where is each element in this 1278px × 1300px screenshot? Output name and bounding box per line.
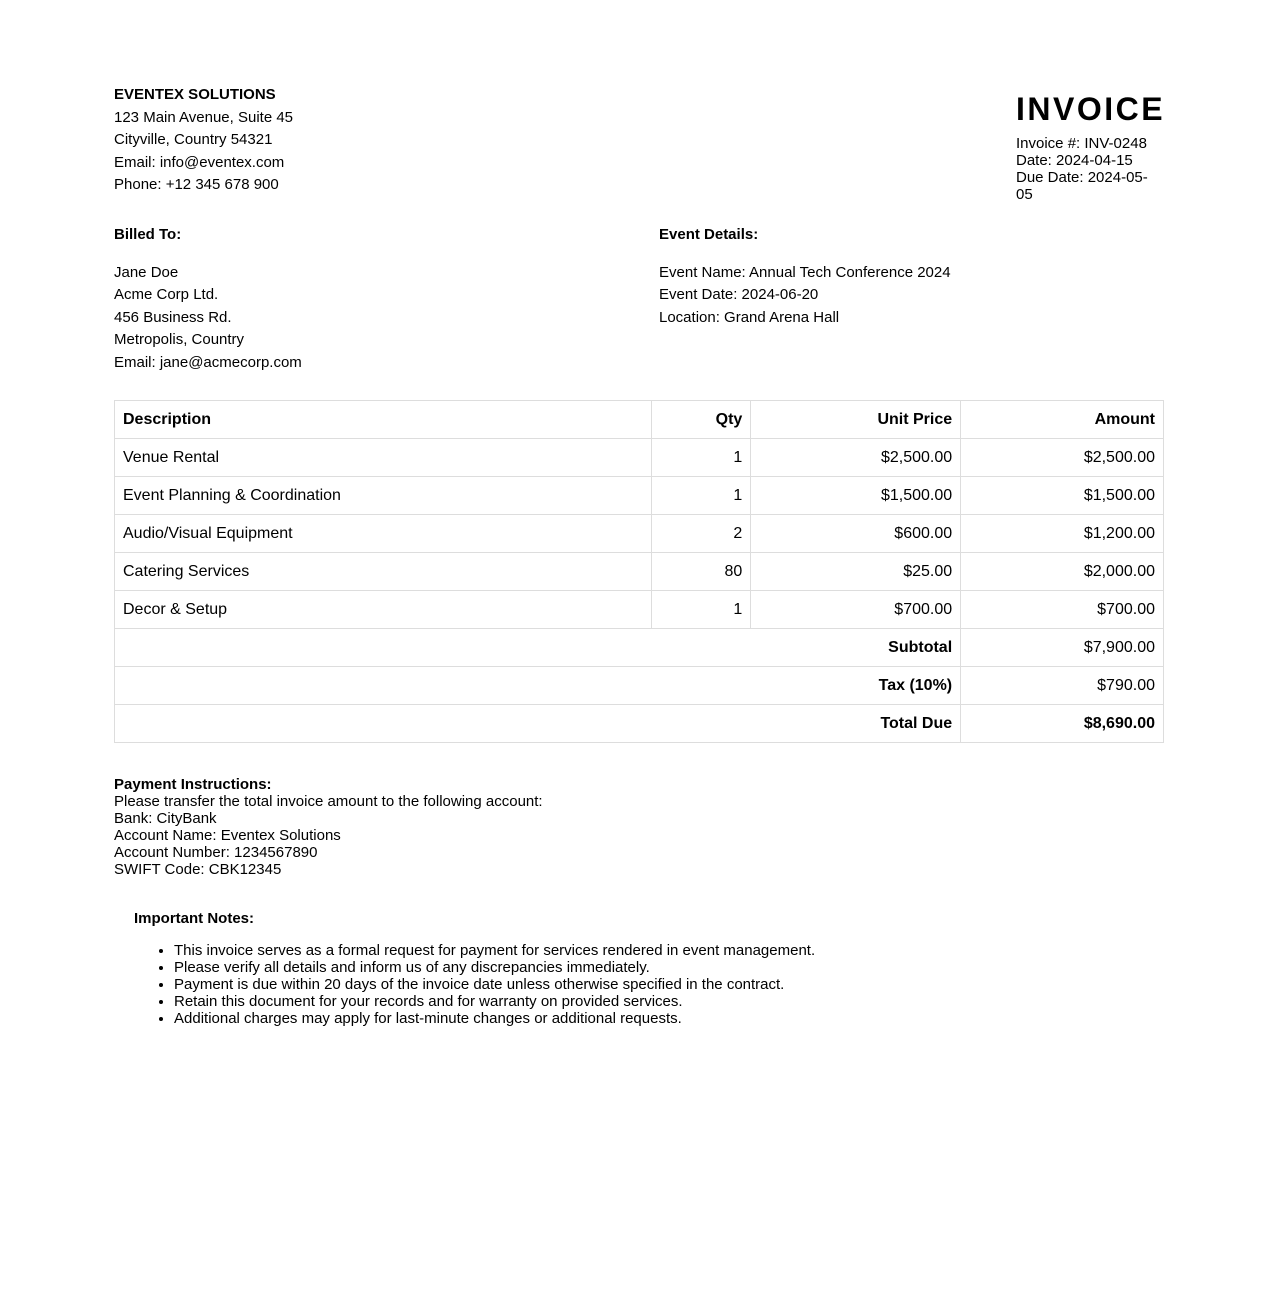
- company-address-line1: 123 Main Avenue, Suite 45: [114, 108, 294, 126]
- cell-qty: 1: [652, 439, 751, 477]
- payment-intro: Please transfer the total invoice amount to the following account:: [114, 793, 543, 810]
- company-email: Email: info@eventex.com: [114, 153, 285, 171]
- table-row: [115, 591, 1164, 629]
- important-notes: [134, 910, 815, 1027]
- billed-to-city: Metropolis, Country: [114, 331, 245, 348]
- event-date: Event Date: 2024-06-20: [659, 286, 819, 303]
- invoice-page: [114, 84, 1166, 1027]
- header-qty: Qty: [652, 401, 751, 439]
- billed-to-name: Jane Doe: [114, 263, 179, 281]
- list-item: • Payment is due within 20 days of the invoice date unless otherwise specified in the contract.: [174, 976, 815, 993]
- payment-account-name: Account Name: Eventex Solutions: [114, 827, 341, 844]
- list-item: • Please verify all details and inform us of any discrepancies immediately.: [174, 959, 815, 976]
- payment-swift: SWIFT Code: CBK12345: [114, 861, 282, 878]
- cell-amount: $2,500.00: [961, 439, 1164, 477]
- cell-description: Event Planning & Coordination: [115, 477, 652, 515]
- billed-to-company: Acme Corp Ltd.: [114, 286, 219, 303]
- payment-title: Payment Instructions:: [114, 776, 272, 793]
- total-value: $8,690.00: [961, 705, 1164, 743]
- notes-title: Important Notes:: [134, 910, 254, 927]
- header-amount: Amount: [961, 401, 1164, 439]
- list-item: • Additional charges may apply for last-minute changes or additional requests.: [174, 1010, 815, 1027]
- company-address-line2: Cityville, Country 54321: [114, 131, 273, 148]
- table-row: [115, 477, 1164, 515]
- cell-unit-price: $2,500.00: [751, 439, 961, 477]
- subtotal-row: [115, 629, 1164, 667]
- company-phone: Phone: +12 345 678 900: [114, 176, 279, 193]
- billed-to-section: [114, 224, 302, 374]
- total-row: [115, 705, 1164, 743]
- payment-bank: Bank: CityBank: [114, 810, 217, 827]
- line-items-table: [114, 400, 1164, 743]
- cell-amount: $1,500.00: [961, 477, 1164, 515]
- payment-account-number: Account Number: 1234567890: [114, 844, 318, 861]
- cell-description: Catering Services: [115, 553, 652, 591]
- event-name: Event Name: Annual Tech Conference 2024: [659, 263, 951, 281]
- cell-amount: $700.00: [961, 591, 1164, 629]
- cell-amount: $1,200.00: [961, 515, 1164, 553]
- parties-section: [114, 224, 1164, 384]
- total-label: Total Due: [115, 705, 961, 743]
- list-item: • This invoice serves as a formal request for payment for services rendered in event management.: [174, 942, 815, 959]
- table-row: [115, 439, 1164, 477]
- tax-label: Tax (10%): [115, 667, 961, 705]
- header-unit-price: Unit Price: [751, 401, 961, 439]
- subtotal-value: $7,900.00: [961, 629, 1164, 667]
- invoice-header: [114, 84, 1164, 202]
- list-item: • Retain this document for your records and for warranty on provided services.: [174, 993, 815, 1010]
- cell-description: Venue Rental: [115, 439, 652, 477]
- billed-to-heading: Billed To:: [114, 226, 182, 243]
- table-header-row: [115, 401, 1164, 439]
- cell-unit-price: $25.00: [751, 553, 961, 591]
- cell-unit-price: $700.00: [751, 591, 961, 629]
- cell-unit-price: $1,500.00: [751, 477, 961, 515]
- invoice-due-date: Due Date: 2024-05-05: [1016, 169, 1148, 203]
- table-row: [115, 553, 1164, 591]
- billed-to-email: Email: jane@acmecorp.com: [114, 353, 302, 371]
- cell-qty: 1: [652, 591, 751, 629]
- payment-instructions: [114, 776, 543, 878]
- cell-unit-price: $600.00: [751, 515, 961, 553]
- cell-description: Decor & Setup: [115, 591, 652, 629]
- invoice-number: Invoice #: INV-0248: [1016, 135, 1147, 152]
- event-location: Location: Grand Arena Hall: [659, 308, 840, 326]
- tax-value: $790.00: [961, 667, 1164, 705]
- subtotal-label: Subtotal: [115, 629, 961, 667]
- cell-description: Audio/Visual Equipment: [115, 515, 652, 553]
- invoice-date: Date: 2024-04-15: [1016, 152, 1133, 169]
- invoice-title: INVOICE: [1016, 91, 1166, 127]
- cell-qty: 80: [652, 553, 751, 591]
- company-info: [114, 84, 293, 197]
- cell-amount: $2,000.00: [961, 553, 1164, 591]
- company-name: EVENTEX SOLUTIONS: [114, 86, 276, 103]
- event-details-section: [659, 224, 951, 329]
- cell-qty: 2: [652, 515, 751, 553]
- notes-list: [134, 942, 815, 1027]
- invoice-meta: [1016, 91, 1164, 203]
- billed-to-address: 456 Business Rd.: [114, 308, 232, 326]
- tax-row: [115, 667, 1164, 705]
- table-row: [115, 515, 1164, 553]
- event-details-heading: Event Details:: [659, 226, 759, 243]
- header-description: Description: [115, 401, 652, 439]
- cell-qty: 1: [652, 477, 751, 515]
